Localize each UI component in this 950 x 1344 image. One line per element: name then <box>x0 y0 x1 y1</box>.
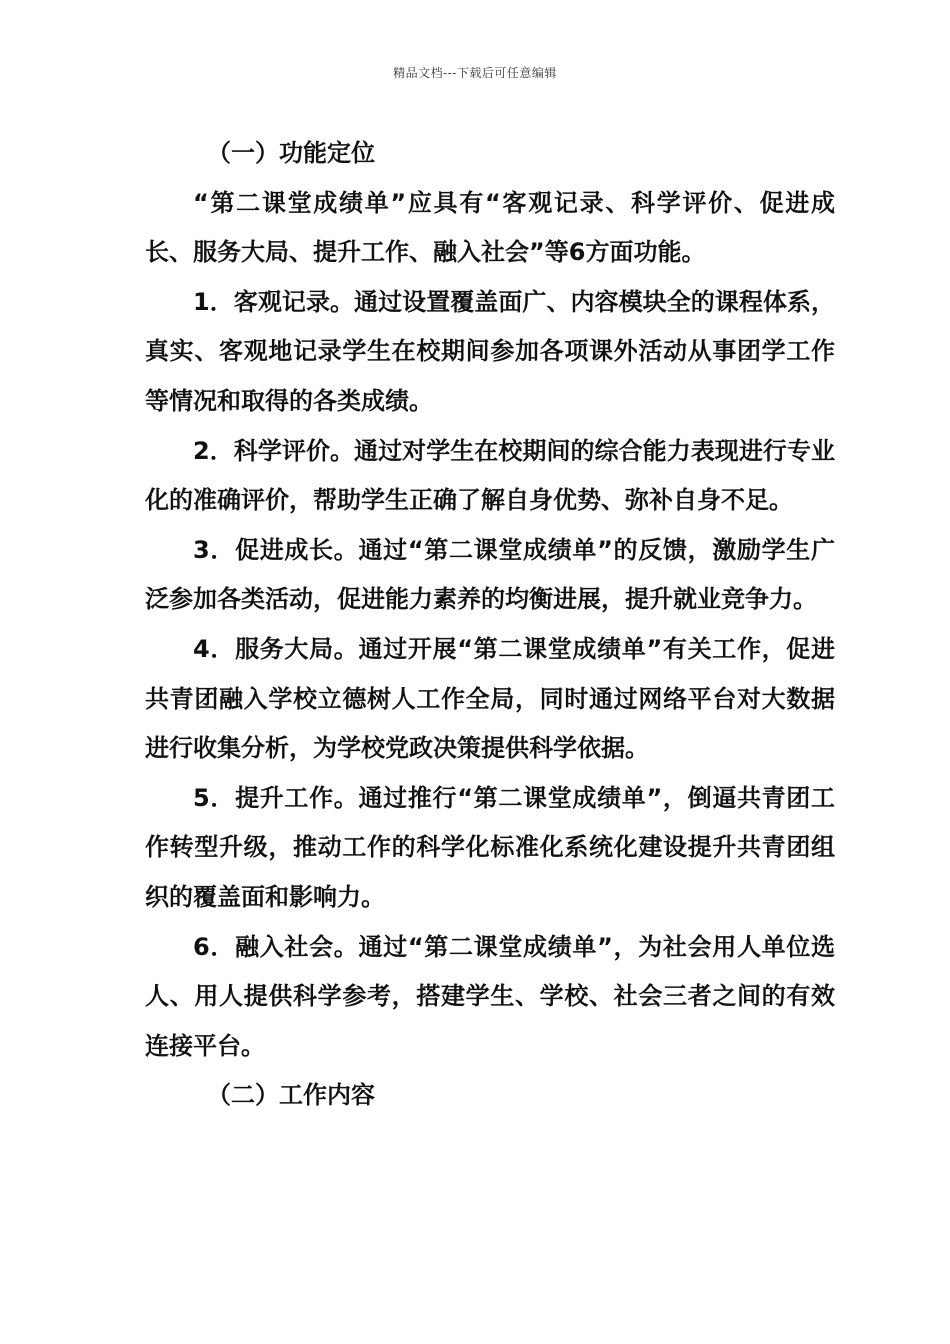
section-heading-1: （一）功能定位 <box>207 139 375 167</box>
document-body <box>145 129 835 1121</box>
intro-paragraph: “第二课堂成绩单”应具有“客观记录、科学评价、促进成长、服务大局、提升工作、融入社会”等6方面功能。 <box>145 188 835 267</box>
section-heading-2: （二）工作内容 <box>207 1081 375 1110</box>
page-header: 精品文档---下载后可任意编辑 <box>393 66 557 80</box>
list-item-3: 3．促进成长。通过“第二课堂成绩单”的反馈，激励学生广泛参加各类活动，促进能力素养的均衡进展，提升就业竞争力。 <box>145 535 835 614</box>
list-item-1: 1．客观记录。通过设置覆盖面广、内容模块全的课程体系，真实、客观地记录学生在校期间参加各项课外活动从事团学工作等情况和取得的各类成绩。 <box>145 287 835 415</box>
list-item-4: 4．服务大局。通过开展“第二课堂成绩单”有关工作，促进共青团融入学校立德树人工作全局，同时通过网络平台对大数据进行收集分析，为学校党政决策提供科学依据。 <box>145 634 835 763</box>
list-item-6: 6．融入社会。通过“第二课堂成绩单”，为社会用人单位选人、用人提供科学参考，搭建学生、学校、社会三者之间的有效连接平台。 <box>145 932 835 1060</box>
list-item-2: 2．科学评价。通过对学生在校期间的综合能力表现进行专业化的准确评价，帮助学生正确了解自身优势、弥补自身不足。 <box>145 436 835 515</box>
list-item-5: 5．提升工作。通过推行“第二课堂成绩单”，倒逼共青团工作转型升级，推动工作的科学化标准化系统化建设提升共青团组织的覆盖面和影响力。 <box>145 783 835 911</box>
